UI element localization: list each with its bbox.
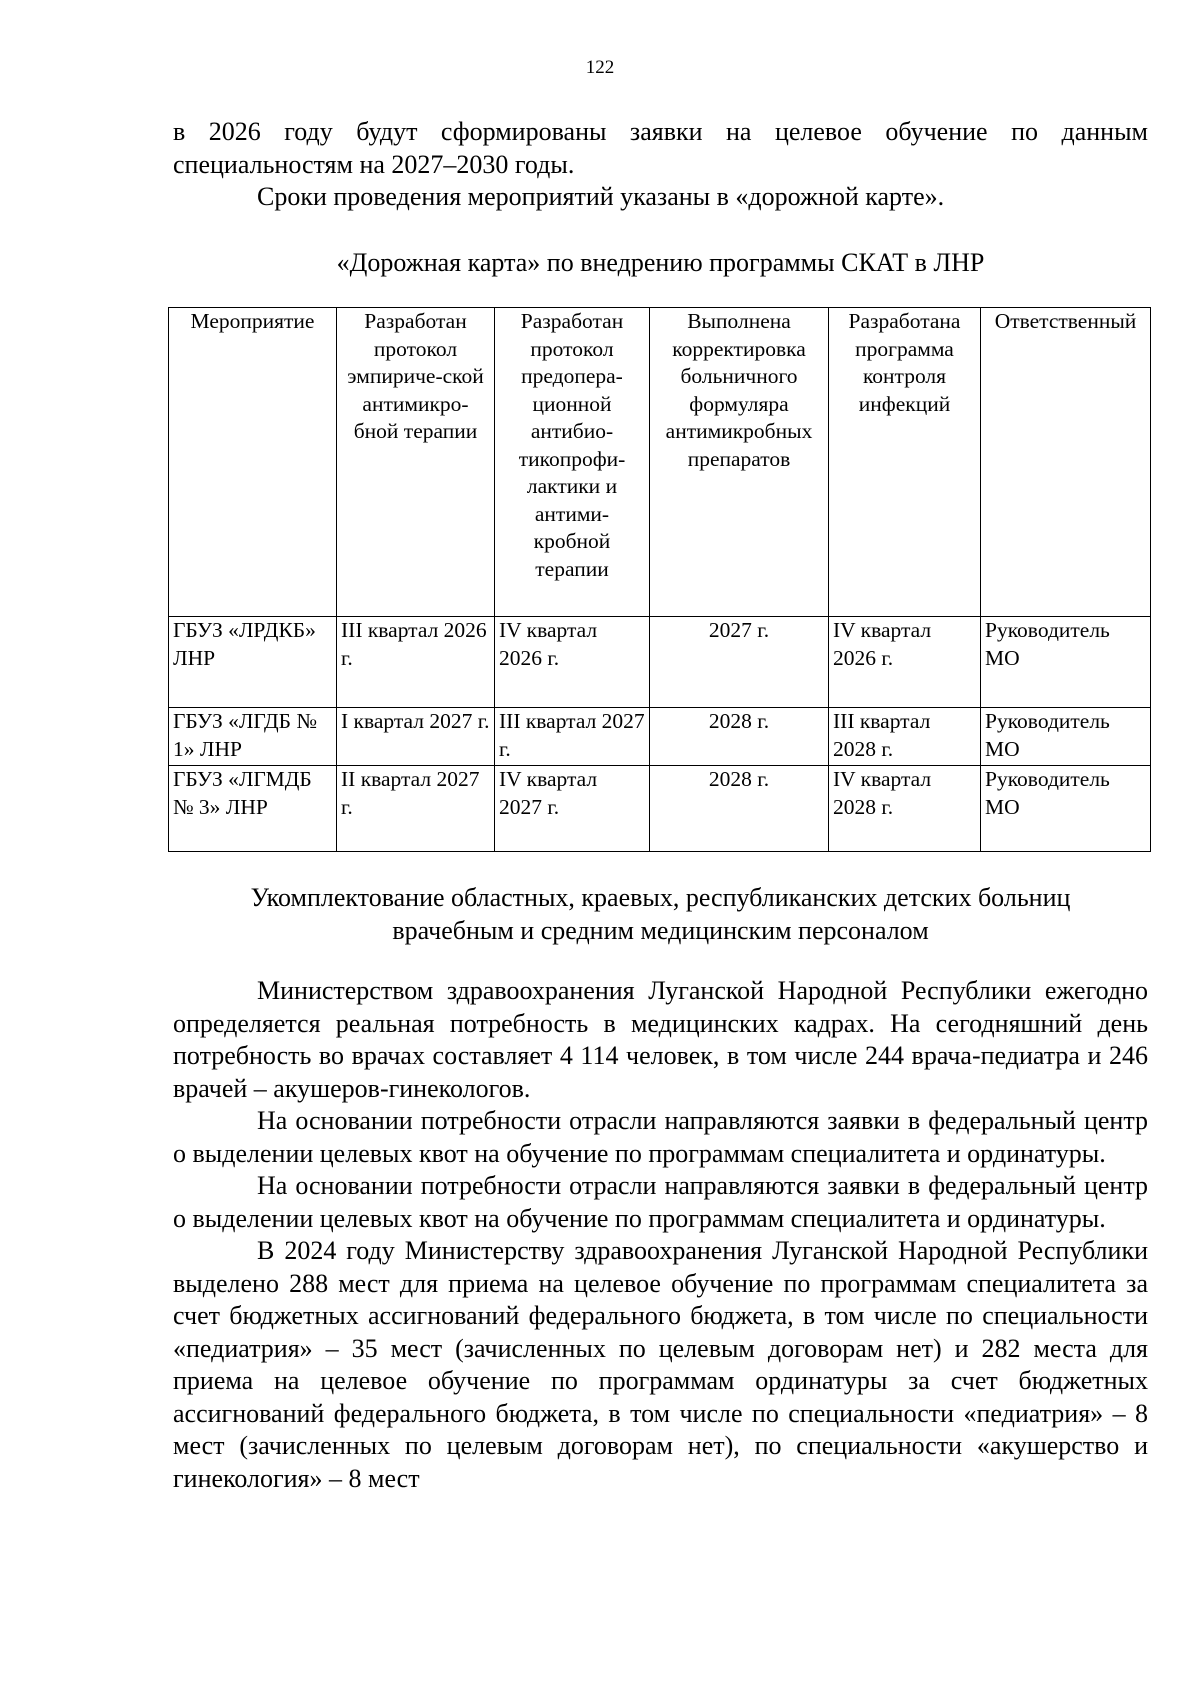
body-paragraph: Министерством здравоохранения Луганской Народной Республики ежегодно определяется реальная потребность в медицинских кадрах. На сегодняшний день потребность во врачах составляет 4 114 человек, в том числе 244 врача-педиатра и 246 врачей – акушеров-гинекологов. (173, 976, 1148, 1103)
header-cell-infection-control: Разработана программа контроля инфекций (829, 308, 981, 617)
header-cell-event: Мероприятие (169, 308, 337, 617)
table-row (169, 766, 1151, 852)
cell-date: 2027 г. (650, 617, 829, 708)
cell-date: 2028 г. (650, 766, 829, 852)
cell-institution: ГБУЗ «ЛГДБ № 1» ЛНР (169, 708, 337, 766)
cell-date: IV квартал 2026 г. (495, 617, 650, 708)
page-number: 122 (585, 57, 615, 78)
staffing-body (173, 975, 1148, 1495)
cell-date: IV квартал 2028 г. (829, 766, 981, 852)
header-cell-responsible: Ответственный (981, 308, 1151, 617)
cell-date: III квартал 2028 г. (829, 708, 981, 766)
table-row (169, 708, 1151, 766)
table-header-row (169, 308, 1151, 617)
body-paragraph: В 2024 году Министерству здравоохранения Луганской Народной Республики выделено 288 мест для приема на целевое обучение по программам специалитета за счет бюджетных ассигнований федерального бюджета, в том числе по специальности «педиатрия» – 35 мест (зачисленных по целевым договорам нет) и 282 места для приема на целевое обучение по программам ординатуры за счет бюджетных ассигнований федерального бюджета, в том числе по специальности «педиатрия» – 8 мест (зачисленных по целевым договорам нет), по специальности «акушерство и гинекология» – 8 мест (173, 1236, 1148, 1493)
intro-paragraph-2: Сроки проведения мероприятий указаны в «дорожной карте». (257, 182, 945, 211)
table-row (169, 617, 1151, 708)
cell-responsible: Руководитель МО (981, 708, 1151, 766)
cell-institution: ГБУЗ «ЛГМДБ № 3» ЛНР (169, 766, 337, 852)
header-cell-prophylaxis: Разработан протокол предопера-ционной антибио-тикопрофи-лактики и антими-кробной терапии (495, 308, 650, 617)
staffing-heading-line-2: врачебным и средним медицинским персоналом (392, 915, 929, 945)
intro-section (173, 116, 1148, 214)
cell-date: I квартал 2027 г. (337, 708, 495, 766)
cell-date: II квартал 2027 г. (337, 766, 495, 852)
header-cell-empirical-therapy: Разработан протокол эмпириче-ской антимикро-бной терапии (337, 308, 495, 617)
cell-responsible: Руководитель МО (981, 766, 1151, 852)
roadmap-table (168, 307, 1151, 852)
cell-institution: ГБУЗ «ЛРДКБ» ЛНР (169, 617, 337, 708)
roadmap-title: «Дорожная карта» по внедрению программы СКАТ в ЛНР (336, 248, 985, 277)
cell-date: III квартал 2027 г. (495, 708, 650, 766)
cell-date: III квартал 2026 г. (337, 617, 495, 708)
cell-date: 2028 г. (650, 708, 829, 766)
body-paragraph: На основании потребности отрасли направляются заявки в федеральный центр о выделении целевых квот на обучение по программам специалитета и ординатуры. (173, 1106, 1148, 1168)
cell-date: IV квартал 2027 г. (495, 766, 650, 852)
intro-paragraph-1: в 2026 году будут сформированы заявки на целевое обучение по данным специальностям на 2027–2030 годы. (173, 117, 1148, 179)
cell-date: IV квартал 2026 г. (829, 617, 981, 708)
staffing-heading (173, 882, 1148, 947)
staffing-heading-line-1: Укомплектование областных, краевых, республиканских детских больниц (250, 883, 1071, 912)
body-paragraph: На основании потребности отрасли направляются заявки в федеральный центр о выделении целевых квот на обучение по программам специалитета и ординатуры. (173, 1171, 1148, 1233)
header-cell-formulary: Выполнена корректировка больничного формуляра антимикробных препаратов (650, 308, 829, 617)
cell-responsible: Руководитель МО (981, 617, 1151, 708)
